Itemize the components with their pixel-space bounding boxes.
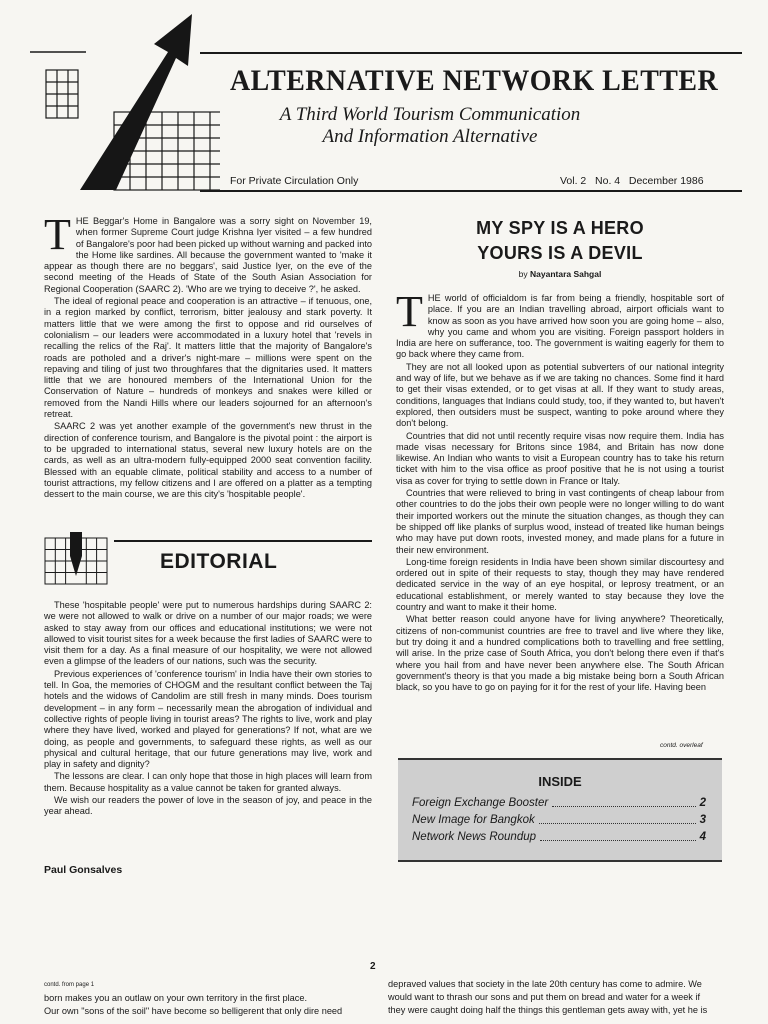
right-article-paragraph: What better reason could anyone have for living anywhere? Theoretically, citizens of non-communist countries are free to travel and live where they like, but try doing it and a hundred complications both to travelling and free settling, will arise. In the prize case of South Africa, you don't belong there even if that's where you hail from and have never been anywhere else. The South African government's theory is that you made a big mistake being born a South African black, so you have to go on paying for it for the rest of your life. Having been [396,614,724,693]
issue-info: Vol. 2 No. 4 December 1986 [560,175,704,187]
masthead-bottom-rule [200,190,742,192]
toc-item[interactable] [412,795,706,812]
footer-right-line: they were caught doing half the things this gentleman gets away with, yet he is [388,1005,708,1015]
right-article [396,287,724,694]
masthead-subtitle-line2: And Information Alternative [322,126,538,147]
circulation-note: For Private Circulation Only [230,175,359,187]
editorial-paragraph: We wish our readers the power of love in the season of joy, and peace in the year ahead. [44,795,372,817]
toc-item-page: 3 [699,814,706,826]
footer-right-line: depraved values that society in the late 20th century has come to admire. We [388,979,702,989]
right-article-paragraph: They are not all looked upon as potential subverters of our national integrity and way of life, but we behave as if we are taking no chances. Some find it hard to get their visas extended, or to get visas at all. If they want to study areas, conditions, languages that Indians could study, too, if they wanted to, but haven't explored, then outsiders must be suspect, wanting to poke around where they don't belong. [396,361,724,429]
page-number: 2 [370,961,376,972]
masthead-title: ALTERNATIVE NETWORK LETTER [230,64,719,97]
toc-item[interactable] [412,829,706,846]
right-article-dropcap: T [396,287,423,336]
editorial-paragraph: Previous experiences of 'conference tourism' in India have their own stories to tell. In Goa, the memories of CHOGM and the resultant conflict between the Taj hotels and the widows of Candolim are still fresh in many minds. Does tourism development – in any form – necessarily mean the abrogation of individual and collective rights of people living in tourist areas? The rights to live, work and play where they have lived, worked and played for generations? If not, what are we doing, as people and governments, to safeguard these rights, as well as our physical and cultural heritage, that our future generations may live, work and play in safety and dignity? [44,668,372,770]
inside-heading: INSIDE [538,774,582,789]
toc-item-page: 2 [699,797,706,809]
editorial-rule [114,540,372,542]
headline-line1: MY SPY IS A HERO [476,218,644,238]
editorial-body [44,600,372,819]
left-article [44,210,372,501]
continued-from: contd. from page 1 [44,982,95,988]
left-article-paragraph: HE Beggar's Home in Bangalore was a sorry sight on November 19, when former Supreme Court judge Krishna Iyer visited – a few hundred of Bangalore's poor had been picked up without warning and packed into the Home like sardines. All because the government wanted to 'make it appear as though there are no beggars', said Justice Iyer, on the eve of the second meeting of the Heads of State of the South Asian Association for Regional Cooperation (SAARC 2). 'Who are we trying to deceive ?', he asked. [44,216,372,294]
toc-item[interactable] [412,812,706,829]
toc-item-label: New Image for Bangkok [412,814,535,826]
toc-item-label: Network News Roundup [412,831,537,843]
continued-overleaf: contd. overleaf [660,742,703,749]
byline-name: Nayantara Sahgal [530,269,602,279]
masthead-top-rule [200,52,742,54]
left-article-dropcap: T [44,210,71,259]
masthead-subtitle-line1: A Third World Tourism Communication [279,104,581,125]
right-article-paragraph: Countries that did not until recently require visas now require them. India has made visas necessary for Britons since 1984, and Britain has now done likewise. An Indian who wants to visit a European country has to take his return ticket with him to the visa office as proof positive that he is not using a tourist visa as cover for trying to settle down in France or Italy. [396,430,724,486]
left-article-paragraph: SAARC 2 was yet another example of the government's new thrust in the direction of conference tourism, and Bangalore is the pivotal point : the airport is to be upgraded to international status, several new luxury hotels are on the cards, as well as an ultra-modern fully-equipped 2000 seat convention facility. Blessed with an equable climate, political stability and access to a number of tourist attractions, my fellow citizens and I are offered on a platter as a tempting dessert to the main course, we are this city's 'hospitable people'. [44,421,372,500]
footer-left-line: born makes you an outlaw on your own territory in the first place. [44,993,307,1003]
editorial-heading: EDITORIAL [160,550,278,573]
inside-box [398,758,722,862]
editorial-paragraph: These 'hospitable people' were put to numerous hardships during SAARC 2: we were not allowed to walk or drive on a number of our major roads; we were asked to stay away from our offices and educational institutions; we were not allowed to visit tourist sites for a week because the first ladies of SAARC were to visit them for a day. As a final measure of our hospitality, we were not allowed even a glimpse of the leaders of our nations, such was the security. [44,600,372,667]
editorial-paragraph: The lessons are clear. I can only hope that those in high places will learn from them. Because hospitality as a value cannot be taken for granted always. [44,771,372,793]
footer-left-line: Our own "sons of the soil" have become so belligerent that only dire need [44,1006,343,1016]
left-article-paragraph: The ideal of regional peace and cooperation is an attractive – if tenuous, one, in a region marked by conflict, terrorism, bitter jealousy and stark poverty. It matters little that we were among the first to oppose and rid ourselves of colonialism – our leaders were accommodated in a luxury hotel that 'revels in recalling the relics of the Raj'. It matters little that the majority of Bangalore's roads are potholed and a driver's night-mare – millions were spent on the repaving and tiling of just two throughfares that the dignitaries used. It matters little that we are honoured members of the International Union for the Conservation of Nature – hundreds of monkeys and snakes were killed or removed from the Nandi Hills where our leaders sojourned for an afternoon's retreat. [44,296,372,420]
editorial-pen-grid-icon [44,532,110,588]
toc-item-label: Foreign Exchange Booster [412,797,549,809]
logo-arrow-grid-icon [30,0,220,200]
editorial-author: Paul Gonsalves [44,864,123,876]
right-article-paragraph: Countries that were relieved to bring in vast contingents of cheap labour from other countries to do the jobs their own people were no longer willing to do want their imported workers out the minute the situation changes, as though they can be shipped off like planks of surplus wood, instead of treated like human beings who may have put down roots, invested money, and made plans for a future in their new environment. [396,488,724,555]
headline-line2: YOURS IS A DEVIL [477,243,643,263]
right-article-paragraph: HE world of officialdom is far from being a friendly, hospitable sort of place. If you are an Indian travelling abroad, airport officials want to know as soon as you have arrived how soon you are going home – also, why you came and whom you are visiting. Foreign passport holders in India are here on sufferance, too. The government is waiting eagerly for them to go back where they came from. [396,293,724,360]
footer-right-line: would want to thrash our sons and put them on bread and water for a week if [388,992,701,1002]
toc-item-page: 4 [699,831,706,843]
right-article-paragraph: Long-time foreign residents in India have been shown similar discourtesy and ordered out in spite of their requests to stay, though they may have rendered dedicated service in the way of an eye hospital, or leprosy treatment, or an educational establishment, or merely wanted to stay because they love the country and want to make it their home. [396,556,724,613]
byline-prefix: by [518,269,528,279]
byline [396,269,724,279]
